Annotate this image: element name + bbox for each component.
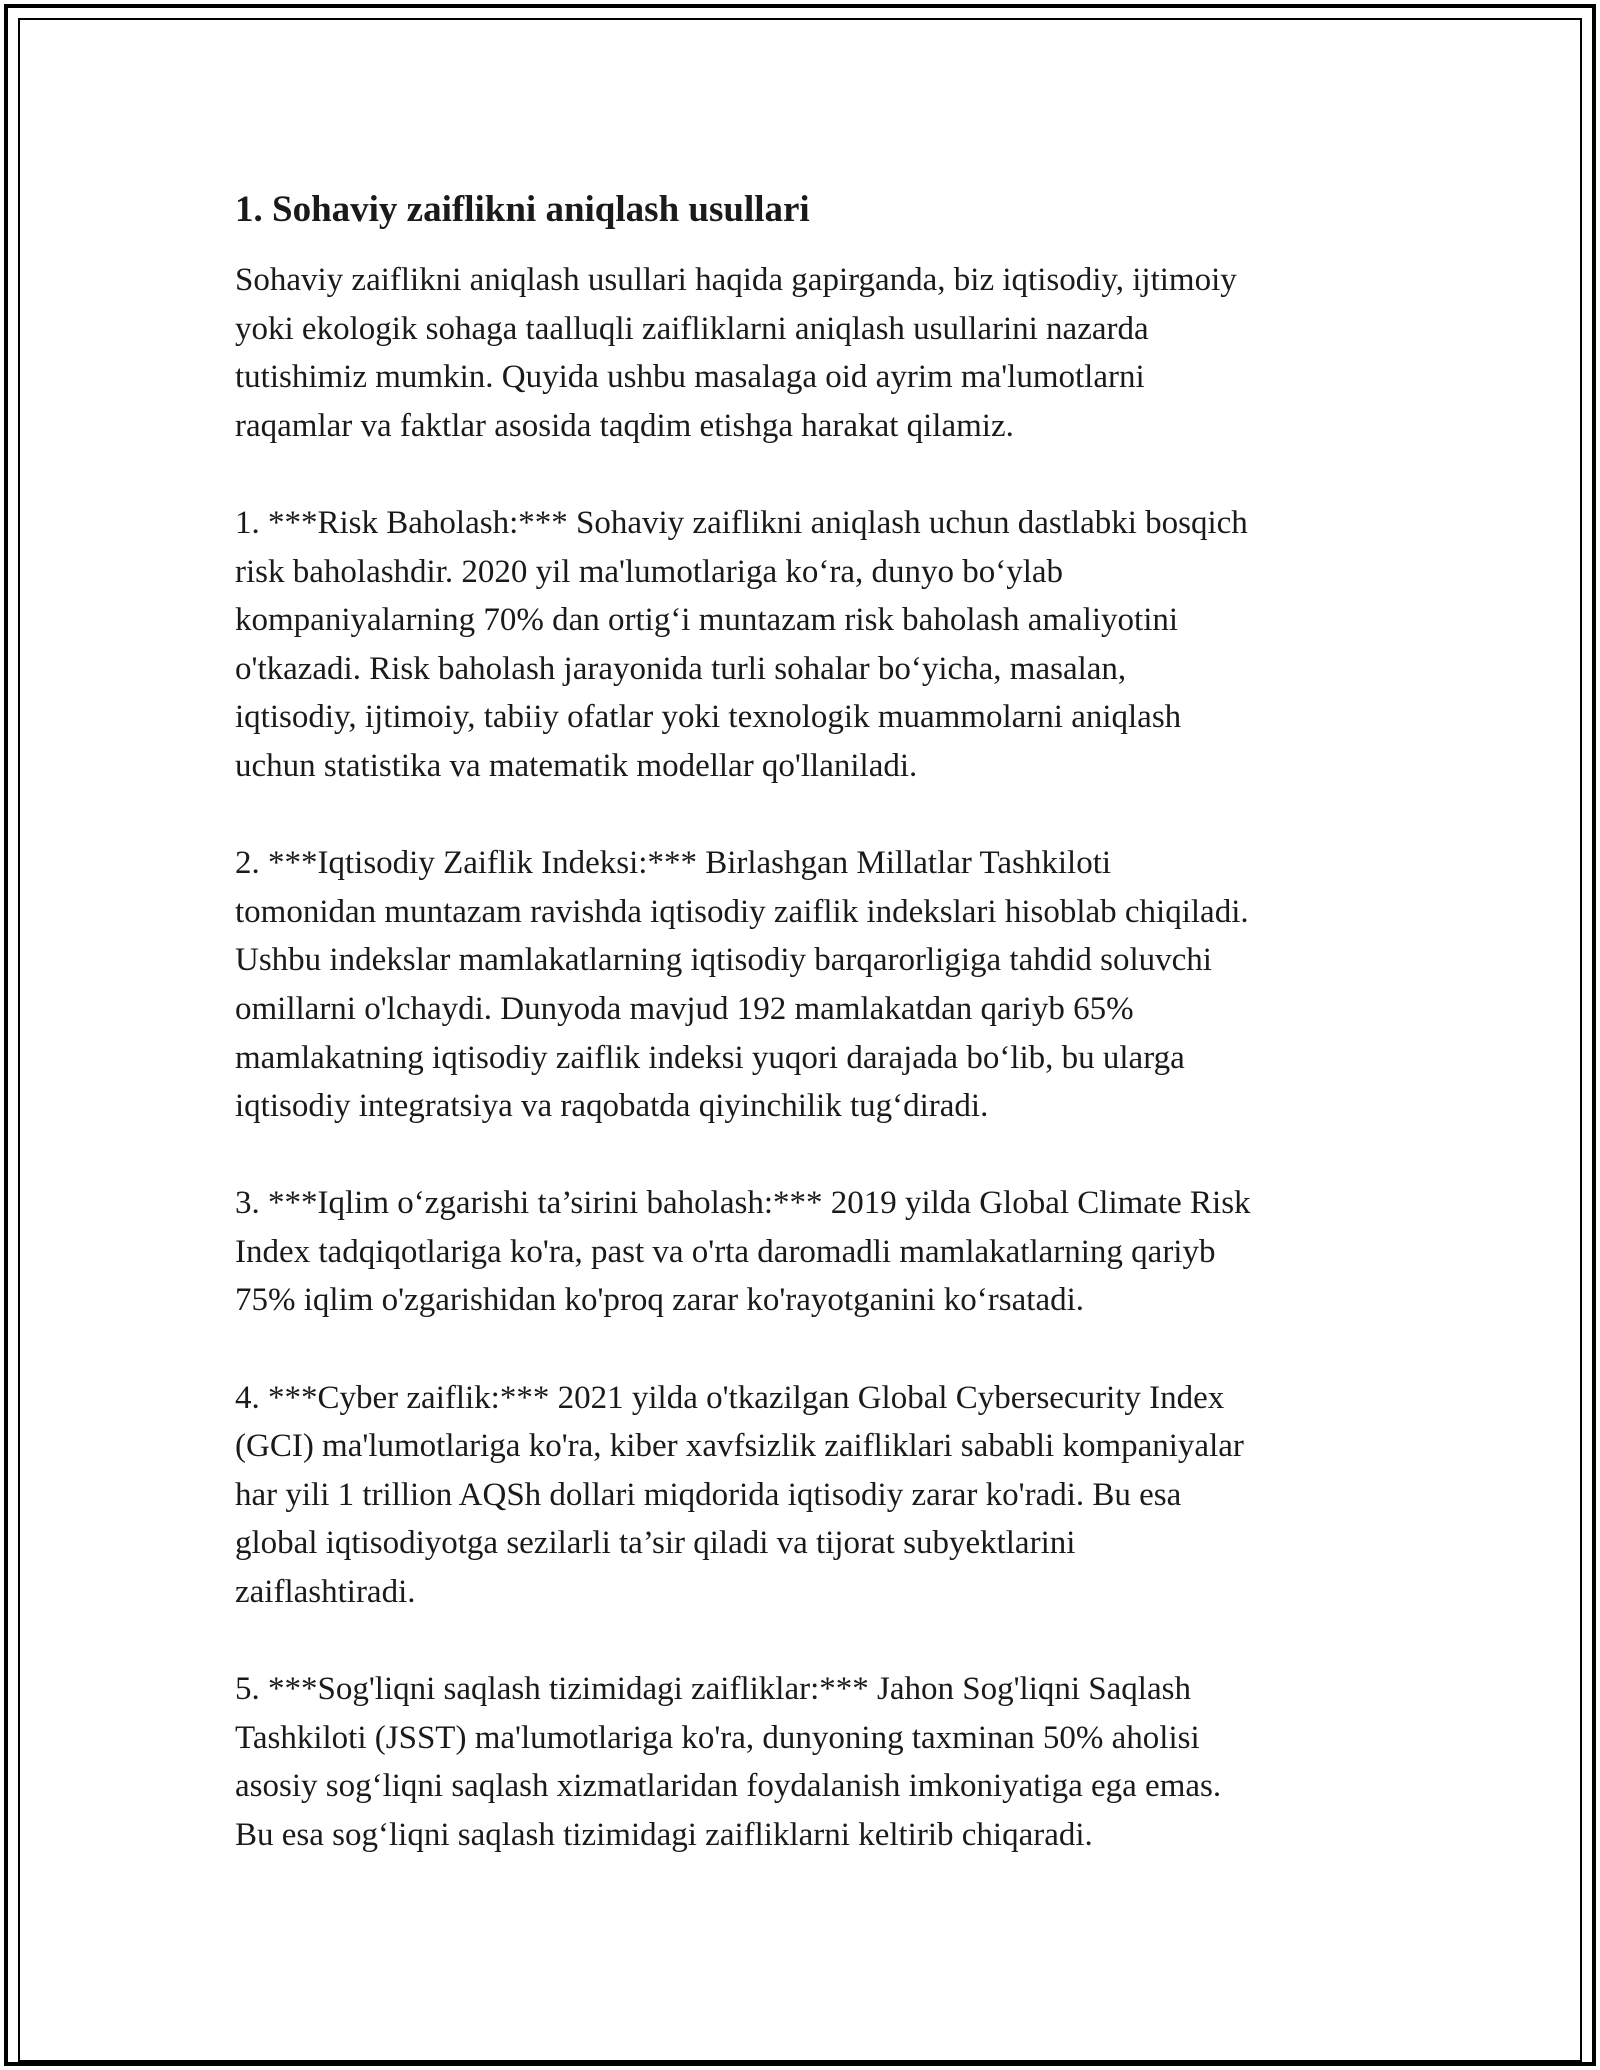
list-item-healthcare-vulnerability: 5. ***Sog'liqni saqlash tizimidagi zaifliklar:*** Jahon Sog'liqni Saqlash Tashkiloti (JSST) ma'lumotlariga ko'ra, dunyoning taxminan 50% aholisi asosiy sogʻliqni saqlash xizmatlaridan foydalanish imkoniyatiga ega emas. Bu esa sogʻliqni saqlash tizimidagi zaifliklarni keltirib chiqaradi.: [235, 1671, 1222, 1853]
list-item-climate-change-impact: 3. ***Iqlim oʻzgarishi ta’sirini baholash:*** 2019 yilda Global Climate Risk Index tadqiqotlariga ko'ra, past va o'rta daromadli mamlakatlarning qariyb 75% iqlim o'zgarishidan ko'proq zarar ko'rayotganini koʻrsatadi.: [235, 1185, 1251, 1319]
intro-paragraph: Sohaviy zaiflikni aniqlash usullari haqida gapirganda, biz iqtisodiy, ijtimoiy yoki ekologik sohaga taalluqli zaifliklarni aniqlash usullarini nazarda tutishimiz mumkin. Quyida ushbu masalaga oid ayrim ma'lumotlarni raqamlar va faktlar asosida taqdim etishga harakat qilamiz.: [235, 262, 1237, 444]
page-title: 1. Sohaviy zaiflikni aniqlash usullari: [235, 189, 810, 230]
list-item-cyber-vulnerability: 4. ***Cyber zaiflik:*** 2021 yilda o'tkazilgan Global Cybersecurity Index (GCI) ma'lumotlariga ko'ra, kiber xavfsizlik zaifliklari sababli kompaniyalar har yili 1 trillion AQSh dollari miqdorida iqtisodiy zarar ko'radi. Bu esa global iqtisodiyotga sezilarli ta’sir qiladi va tijorat subyektlarini zaiflashtiradi.: [235, 1379, 1244, 1611]
document-body: [235, 186, 1365, 1908]
list-item-risk-assessment: 1. ***Risk Baholash:*** Sohaviy zaiflikni aniqlash uchun dastlabki bosqich risk baholashdir. 2020 yil ma'lumotlariga koʻra, dunyo boʻylab kompaniyalarning 70% dan ortigʻi muntazam risk baholash amaliyotini o'tkazadi. Risk baholash jarayonida turli sohalar boʻyicha, masalan, iqtisodiy, ijtimoiy, tabiiy ofatlar yoki texnologik muammolarni aniqlash uchun statistika va matematik modellar qo'llaniladi.: [235, 504, 1248, 784]
list-item-economic-vulnerability-index: 2. ***Iqtisodiy Zaiflik Indeksi:*** Birlashgan Millatlar Tashkiloti tomonidan muntazam ravishda iqtisodiy zaiflik indekslari hisoblab chiqiladi. Ushbu indekslar mamlakatlarning iqtisodiy barqarorligiga tahdid soluvchi omillarni o'lchaydi. Dunyoda mavjud 192 mamlakatdan qariyb 65% mamlakatning iqtisodiy zaiflik indeksi yuqori darajada boʻlib, bu ularga iqtisodiy integratsiya va raqobatda qiyinchilik tugʻdiradi.: [235, 845, 1249, 1125]
